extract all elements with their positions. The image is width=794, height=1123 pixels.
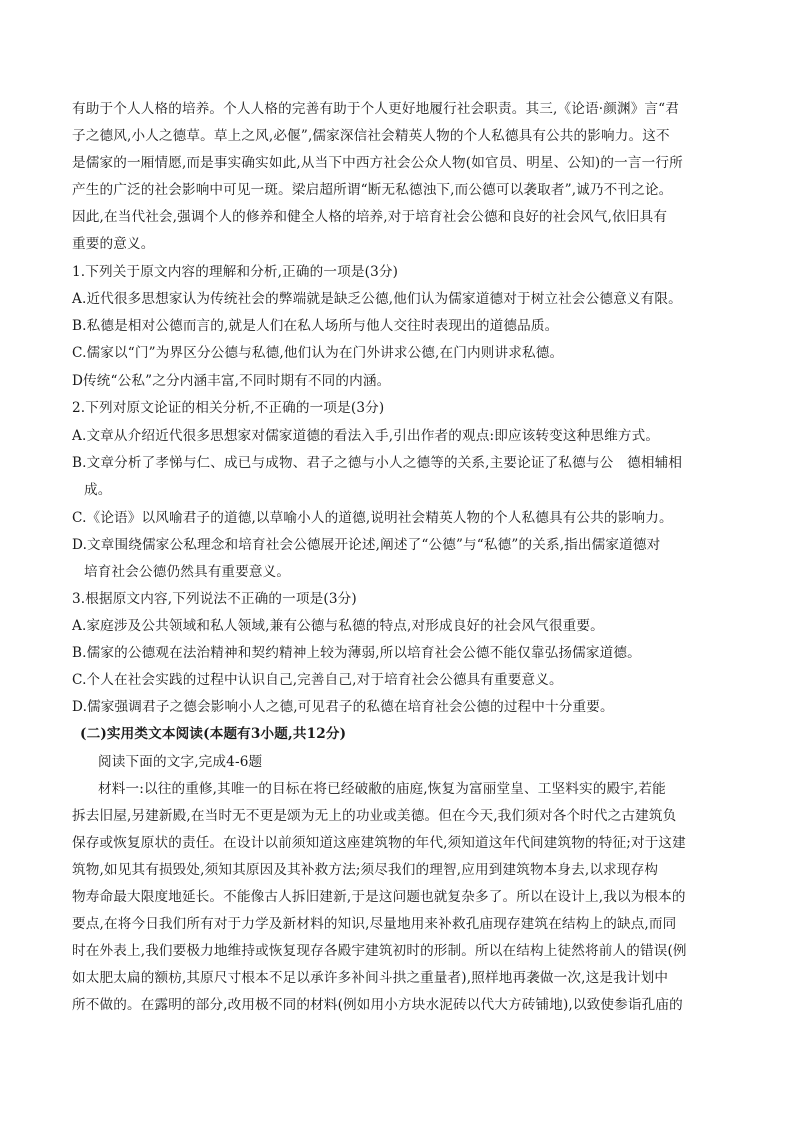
paragraph-line: 有助于个人人格的培养。个人人格的完善有助于个人更好地履行社会职责。其三,《论语·颜渊》言“君 [72,101,680,117]
paragraph-line: 是儒家的一厢情愿,而是事实确实如此,从当下中西方社会公众人物(如官员、明星、公知)的一言一行所 [72,155,683,171]
instruction: 阅读下面的文字,完成4-6题 [98,754,263,770]
paragraph-line: 子之德风,小人之德草。草上之风,必偃”,儒家深信社会精英人物的个人私德具有公共的影响力。这不 [72,128,670,144]
option-1b: B.私德是相对公德而言的,就是人们在私人场所与他人交往时表现出的道德品质。 [72,318,559,334]
material-line: 物寿命最大限度地延长。不能像古人拆旧建新,于是这问题也就复杂多了。所以在设计上,我以为根本的 [72,889,686,905]
material-line: 时在外表上,我们要极力地维持或恢复现存各殿宇建筑初时的形制。所以在结构上徒然将前人的错误(例 [72,943,687,959]
material-line: 所不做的。在露明的部分,改用极不同的材料(例如用小方块水泥砖以代大方砖铺地),以致使参诣孔庙的 [72,997,683,1013]
question-3: 3.根据原文内容,下列说法不正确的一项是(3分) [72,591,357,607]
option-3a: A.家庭涉及公共领域和私人领域,兼有公德与私德的特点,对形成良好的社会风气很重要。 [72,618,604,634]
paragraph-line: 产生的广泛的社会影响中可见一斑。梁启超所谓“断无私德浊下,而公德可以袭取者”,诚乃不刊之论。 [72,182,673,198]
option-1a: A.近代很多思想家认为传统社会的弊端就是缺乏公德,他们认为儒家道德对于树立社会公德意义有限。 [72,291,682,307]
option-1c: C.儒家以“门”为界区分公德与私德,他们认为在门外讲求公德,在门内则讲求私德。 [72,345,564,361]
option-2b: B.文章分析了孝悌与仁、成已与成物、君子之德与小人之德等的关系,主要论证了私德与公 德相辅相 [72,455,683,471]
option-3d: D.儒家强调君子之德会影响小人之德,可见君子的私德在培育社会公德的过程中十分重要。 [72,699,614,715]
question-1: 1.下列关于原文内容的理解和分析,正确的一项是(3分) [72,264,399,280]
option-3c: C.个人在社会实践的过程中认识自己,完善自己,对于培育社会公德具有重要意义。 [72,672,563,688]
option-1d: D传统“公私”之分内涵丰富,不同时期有不同的内涵。 [72,373,391,389]
option-2d-cont: 培育社会公德仍然具有重要意义。 [84,564,291,580]
question-2: 2.下列对原文论证的相关分析,不正确的一项是(3分) [72,400,385,416]
material-line: 要点,在将今日我们所有对于力学及新材料的知识,尽量地用来补救孔庙现存建筑在结构上的缺点,而同 [72,916,677,932]
material-line: 保存或恢复原状的责任。在设计以前须知道这座建筑物的年代,须知道这年代间建筑物的特征;对于这建 [72,835,686,851]
paragraph-line: 重要的意义。 [72,236,155,252]
material-line: 材料一:以往的重修,其唯一的目标在将已经破敝的庙庭,恢复为富丽堂皇、工坚料实的殿宇,若能 [98,781,666,797]
option-2b-cont: 成。 [84,482,112,498]
material-line: 筑物,如见其有损毁处,须知其原因及其补救方法;须尽我们的理智,应用到建筑物本身去,以求现存构 [72,862,659,878]
paragraph-line: 因此,在当代社会,强调个人的修养和健全人格的培养,对于培育社会公德和良好的社会风气,依旧具有 [72,209,668,225]
material-line: 如太肥太扁的额枋,其原尺寸根本不足以承许多补间斗拱之重量者),照样地再袭做一次,这是我计划中 [72,970,669,986]
material-line: 拆去旧屋,另建新殿,在当时无不更是颂为无上的功业或美德。但在今天,我们须对各个时代之古建筑负 [72,808,677,824]
section-heading: (二)实用类文本阅读(本题有3小题,共12分) [80,726,347,742]
option-2a: A.文章从介绍近代很多思想家对儒家道德的看法入手,引出作者的观点:即应该转变这种思维方式。 [72,428,660,444]
option-2c: C.《论语》以风喻君子的道德,以草喻小人的道德,说明社会精英人物的个人私德具有公共的影响力。 [72,510,673,526]
option-2d: D.文章围绕儒家公私理念和培育社会公德展开论述,阐述了“公德”与“私德”的关系,指出儒家道德对 [72,537,661,553]
option-3b: B.儒家的公德观在法治精神和契约精神上较为薄弱,所以培育社会公德不能仅靠弘扬儒家道德。 [72,645,641,661]
